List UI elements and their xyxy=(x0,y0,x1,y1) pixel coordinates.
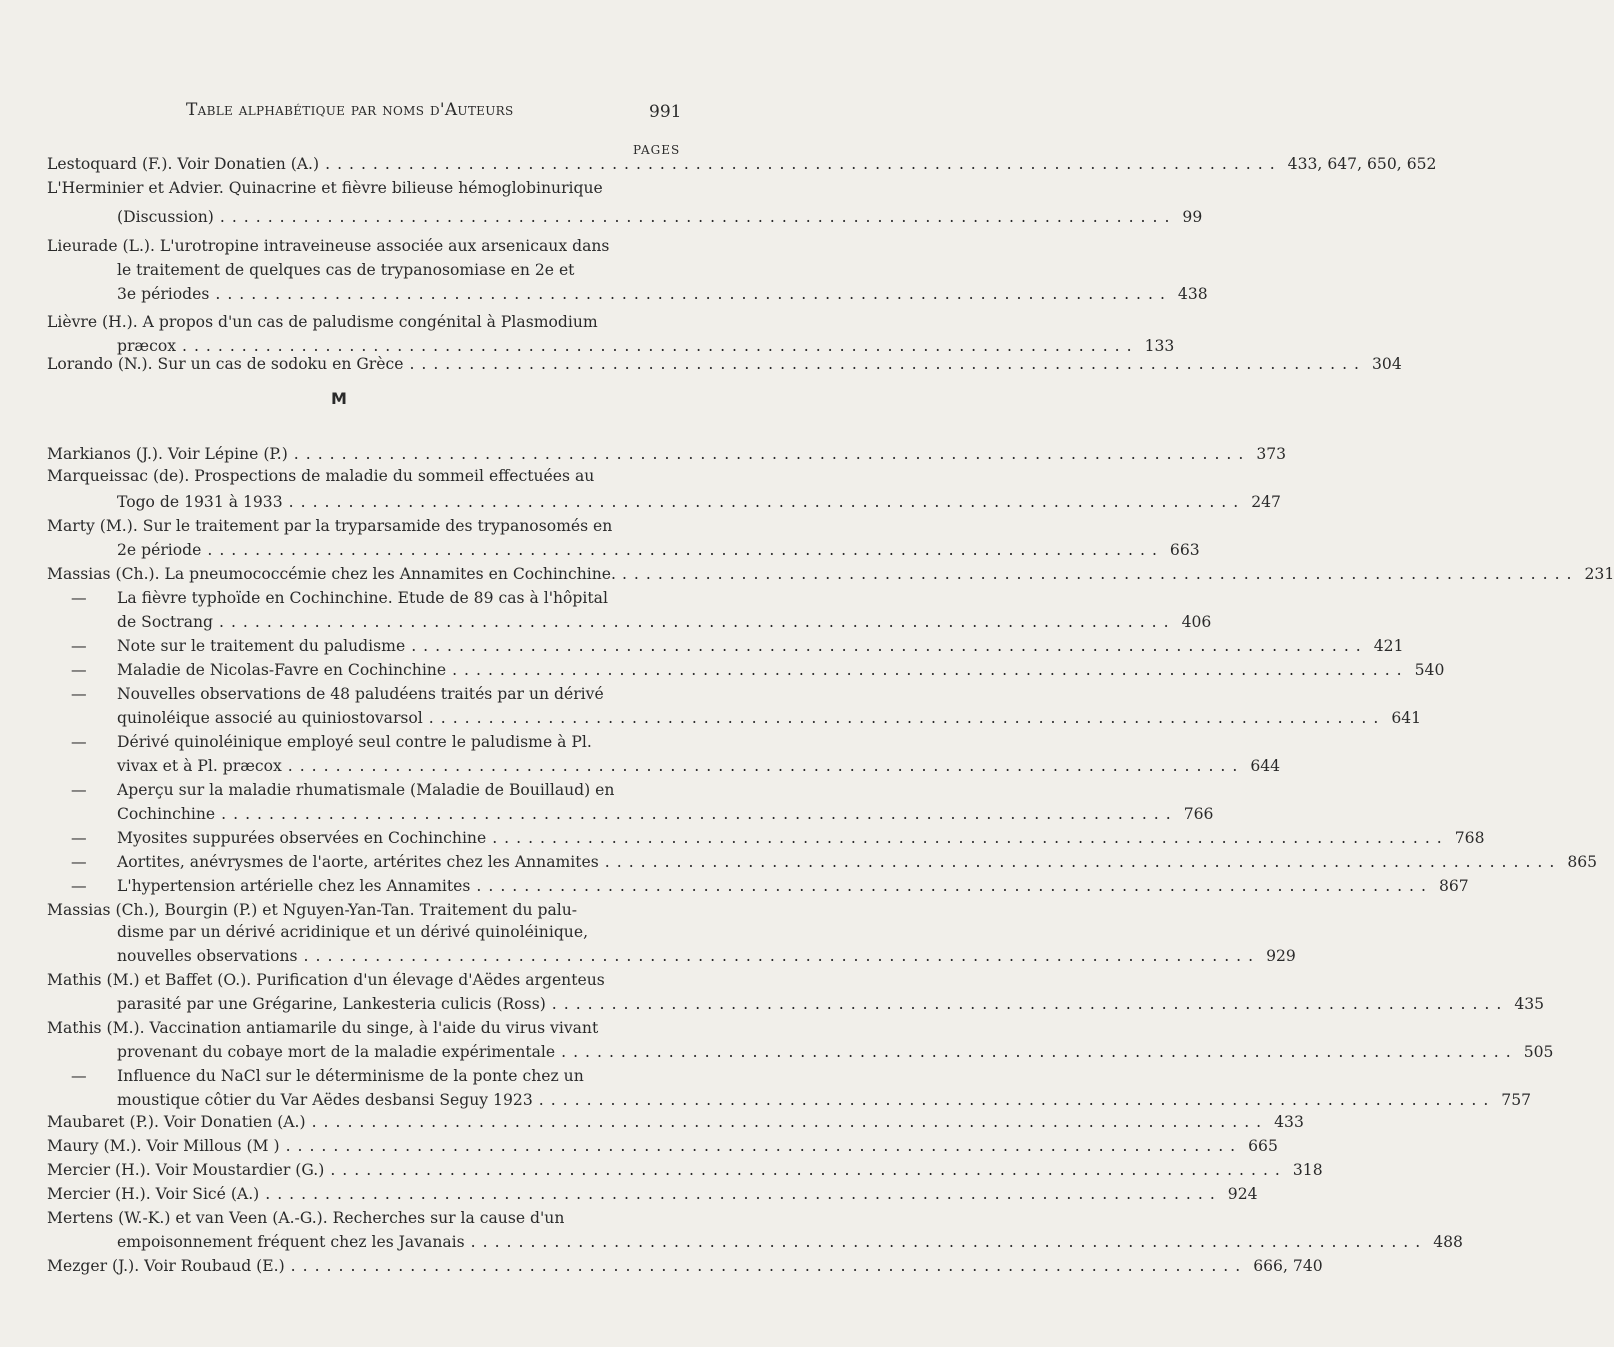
page-reference: 488 xyxy=(1433,1233,1463,1251)
index-entry-line xyxy=(47,514,670,538)
index-entry-line xyxy=(117,610,1212,634)
leader-dots: ................................................................................ xyxy=(428,709,1386,727)
index-entry-line xyxy=(47,464,670,488)
ditto-dash: — xyxy=(71,1067,87,1085)
index-entry-line xyxy=(117,490,1281,514)
ditto-dash: — xyxy=(71,829,87,847)
entry-text: Maury (M.). Voir Millous (M ) xyxy=(47,1137,280,1155)
running-header xyxy=(0,98,800,128)
leader-dots: ................................................................................ xyxy=(182,337,1139,355)
index-entry-line xyxy=(71,850,1598,874)
leader-dots: ................................................................................ xyxy=(290,1257,1248,1275)
entry-text: Cochinchine xyxy=(117,805,216,823)
entry-text: disme par un dérivé acridinique et un dérivé quinoléinique, xyxy=(117,923,589,941)
entry-text: le traitement de quelques cas de trypanosomiase en 2e et xyxy=(117,261,575,279)
entry-text: Lorando (N.). Sur un cas de sodoku en Grèce xyxy=(47,355,404,373)
entry-text: Lestoquard (F.). Voir Donatien (A.) xyxy=(47,155,320,173)
page-reference: 641 xyxy=(1391,709,1422,727)
entry-text: Nouvelles observations de 48 paludéens traités par un dérivé xyxy=(117,685,604,703)
page-reference: 865 xyxy=(1567,853,1598,871)
index-entry-line xyxy=(71,778,670,802)
page-number: 991 xyxy=(649,102,682,122)
index-entry-line xyxy=(47,562,1614,586)
leader-dots: ................................................................................ xyxy=(492,829,1449,847)
index-entry-line xyxy=(47,442,1287,466)
leader-dots: ................................................................................ xyxy=(452,661,1409,679)
page-reference: 924 xyxy=(1227,1185,1258,1203)
page-reference: 666, 740 xyxy=(1253,1257,1323,1275)
leader-dots: ................................................................................ xyxy=(538,1091,1496,1109)
leader-dots: ................................................................................ xyxy=(561,1043,1518,1061)
page-reference: 505 xyxy=(1523,1043,1554,1061)
leader-dots: ................................................................................ xyxy=(621,565,1579,583)
index-entry-line xyxy=(47,1182,1258,1206)
entry-text: Aortites, anévrysmes de l'aorte, artérites chez les Annamites xyxy=(117,853,599,871)
page-reference: 644 xyxy=(1250,757,1281,775)
leader-dots: ................................................................................ xyxy=(470,1233,1428,1251)
entry-text: La fièvre typhoïde en Cochinchine. Etude de 89 cas à l'hôpital xyxy=(117,589,608,607)
entry-text: Mathis (M.). Vaccination antiamarile du singe, à l'aide du virus vivant xyxy=(47,1019,599,1037)
page-reference: 757 xyxy=(1501,1091,1532,1109)
entry-text: empoisonnement fréquent chez les Javanais xyxy=(117,1233,465,1251)
entry-text: præcox xyxy=(117,337,177,355)
index-entry-line xyxy=(117,205,1203,229)
index-entry-line xyxy=(117,920,670,944)
entry-text: Note sur le traitement du paludisme xyxy=(117,637,406,655)
ditto-dash: — xyxy=(71,781,87,799)
page-reference: 133 xyxy=(1144,337,1175,355)
leader-dots: ................................................................................ xyxy=(330,1161,1287,1179)
leader-dots: ................................................................................ xyxy=(311,1113,1269,1131)
page-reference: 247 xyxy=(1251,493,1281,511)
leader-dots: ................................................................................ xyxy=(215,285,1172,303)
entry-text: Mertens (W.-K.) et van Veen (A.-G.). Recherches sur la cause d'un xyxy=(47,1209,565,1227)
page-reference: 373 xyxy=(1256,445,1287,463)
page-reference: 99 xyxy=(1182,208,1203,226)
leader-dots: ................................................................................ xyxy=(219,208,1177,226)
leader-dots: ................................................................................ xyxy=(219,613,1176,631)
page-reference: 433, 647, 650, 652 xyxy=(1287,155,1437,173)
entry-text: Aperçu sur la maladie rhumatismale (Maladie de Bouillaud) en xyxy=(117,781,615,799)
index-entry-line xyxy=(47,1206,670,1230)
index-entry-line xyxy=(47,352,1402,376)
leader-dots: ................................................................................ xyxy=(303,947,1261,965)
leader-dots: ................................................................................ xyxy=(221,805,1178,823)
index-entry-line xyxy=(117,944,1296,968)
section-letter: M xyxy=(331,389,347,408)
entry-text: (Discussion) xyxy=(117,208,214,226)
entry-text: provenant du cobaye mort de la maladie expérimentale xyxy=(117,1043,556,1061)
entry-text: Marty (M.). Sur le traitement par la tryparsamide des trypanosomés en xyxy=(47,517,613,535)
leader-dots: ................................................................................ xyxy=(551,995,1509,1013)
leader-dots: ................................................................................ xyxy=(285,1137,1243,1155)
pages-column-label: PAGES xyxy=(633,143,681,157)
index-entry-line xyxy=(71,826,1485,850)
index-entry-line xyxy=(47,1134,1278,1158)
running-title: Table alphabétique par noms d'Auteurs xyxy=(186,100,514,120)
entry-text: L'Herminier et Advier. Quinacrine et fièvre bilieuse hémoglobinurique xyxy=(47,179,603,197)
ditto-dash: — xyxy=(71,589,87,607)
ditto-dash: — xyxy=(71,637,87,655)
index-entry-line xyxy=(71,586,670,610)
index-entry-line xyxy=(47,310,670,334)
page-reference: 318 xyxy=(1292,1161,1323,1179)
ditto-dash: — xyxy=(71,877,87,895)
index-entry-line xyxy=(117,706,1422,730)
index-entry-line xyxy=(47,1110,1304,1134)
entry-text: Mathis (M.) et Baffet (O.). Purification d'un élevage d'Aëdes argenteus xyxy=(47,971,605,989)
page-reference: 663 xyxy=(1169,541,1200,559)
index-entry-line xyxy=(71,658,1445,682)
entry-text: 3e périodes xyxy=(117,285,210,303)
entry-text: Myosites suppurées observées en Cochinchine xyxy=(117,829,487,847)
entry-text: Mercier (H.). Voir Moustardier (G.) xyxy=(47,1161,325,1179)
page-reference: 421 xyxy=(1373,637,1404,655)
entry-text: Lièvre (H.). A propos d'un cas de paludisme congénital à Plasmodium xyxy=(47,313,598,331)
leader-dots: ................................................................................ xyxy=(409,355,1366,373)
entry-text: Maubaret (P.). Voir Donatien (A.) xyxy=(47,1113,306,1131)
leader-dots: ................................................................................ xyxy=(287,757,1245,775)
entry-text: vivax et à Pl. præcox xyxy=(117,757,282,775)
index-entry-line xyxy=(71,730,670,754)
entry-text: L'hypertension artérielle chez les Annamites xyxy=(117,877,471,895)
index-entry-line xyxy=(47,176,670,200)
index-entry-line xyxy=(47,234,670,258)
entry-text: Massias (Ch.). La pneumococcémie chez les Annamites en Cochinchine. xyxy=(47,565,616,583)
entry-text: de Soctrang xyxy=(117,613,214,631)
entry-text: Dérivé quinoléinique employé seul contre le paludisme à Pl. xyxy=(117,733,592,751)
entry-text: parasité par une Grégarine, Lankesteria culicis (Ross) xyxy=(117,995,546,1013)
page-reference: 435 xyxy=(1514,995,1545,1013)
page-reference: 867 xyxy=(1438,877,1469,895)
entry-text: Mezger (J.). Voir Roubaud (E.) xyxy=(47,1257,285,1275)
index-entry-line xyxy=(117,1088,1532,1112)
leader-dots: ................................................................................ xyxy=(604,853,1562,871)
index-entry-line xyxy=(71,682,670,706)
page-reference: 665 xyxy=(1248,1137,1278,1155)
page-reference: 433 xyxy=(1274,1113,1304,1131)
leader-dots: ................................................................................ xyxy=(325,155,1282,173)
entry-text: Maladie de Nicolas-Favre en Cochinchine xyxy=(117,661,447,679)
index-entry-line xyxy=(47,152,1437,176)
leader-dots: ................................................................................ xyxy=(288,493,1246,511)
leader-dots: ................................................................................ xyxy=(265,1185,1222,1203)
leader-dots: ................................................................................ xyxy=(293,445,1251,463)
index-entry-line xyxy=(117,538,1200,562)
index-entry-line xyxy=(71,1064,670,1088)
entry-text: Mercier (H.). Voir Sicé (A.) xyxy=(47,1185,260,1203)
page-reference: 304 xyxy=(1371,355,1402,373)
entry-text: 2e période xyxy=(117,541,202,559)
index-entry-line xyxy=(117,802,1214,826)
entry-text: Marqueissac (de). Prospections de maladie du sommeil effectuées au xyxy=(47,467,595,485)
index-entry-line xyxy=(47,1158,1323,1182)
leader-dots: ................................................................................ xyxy=(411,637,1368,655)
index-entry-line xyxy=(71,634,1404,658)
index-entry-line xyxy=(117,282,1208,306)
index-entry-line xyxy=(117,258,670,282)
index-entry-line xyxy=(47,1016,670,1040)
page-reference: 768 xyxy=(1454,829,1485,847)
page-reference: 406 xyxy=(1181,613,1212,631)
ditto-dash: — xyxy=(71,661,87,679)
index-entry-line xyxy=(47,1254,1323,1278)
entry-text: Lieurade (L.). L'urotropine intraveineuse associée aux arsenicaux dans xyxy=(47,237,610,255)
index-entry-line xyxy=(117,992,1545,1016)
page-reference: 438 xyxy=(1177,285,1208,303)
page-reference: 231 xyxy=(1584,565,1614,583)
leader-dots: ................................................................................ xyxy=(207,541,1164,559)
entry-text: Togo de 1931 à 1933 xyxy=(117,493,283,511)
leader-dots: ................................................................................ xyxy=(476,877,1433,895)
page-reference: 929 xyxy=(1266,947,1296,965)
entry-text: quinoléique associé au quiniostovarsol xyxy=(117,709,423,727)
index-entry-line xyxy=(117,1040,1554,1064)
entry-text: nouvelles observations xyxy=(117,947,298,965)
page-reference: 766 xyxy=(1183,805,1214,823)
index-entry-line xyxy=(71,874,1469,898)
index-entry-line xyxy=(47,968,670,992)
entry-text: moustique côtier du Var Aëdes desbansi Seguy 1923 xyxy=(117,1091,533,1109)
entry-text: Massias (Ch.), Bourgin (P.) et Nguyen-Yan-Tan. Traitement du palu- xyxy=(47,901,578,919)
ditto-dash: — xyxy=(71,853,87,871)
page-reference: 540 xyxy=(1414,661,1445,679)
index-entry-line xyxy=(117,1230,1463,1254)
index-entry-line xyxy=(117,754,1281,778)
entry-text: Markianos (J.). Voir Lépine (P.) xyxy=(47,445,288,463)
entry-text: Influence du NaCl sur le déterminisme de la ponte chez un xyxy=(117,1067,584,1085)
ditto-dash: — xyxy=(71,733,87,751)
index-entry-line xyxy=(47,898,670,922)
ditto-dash: — xyxy=(71,685,87,703)
